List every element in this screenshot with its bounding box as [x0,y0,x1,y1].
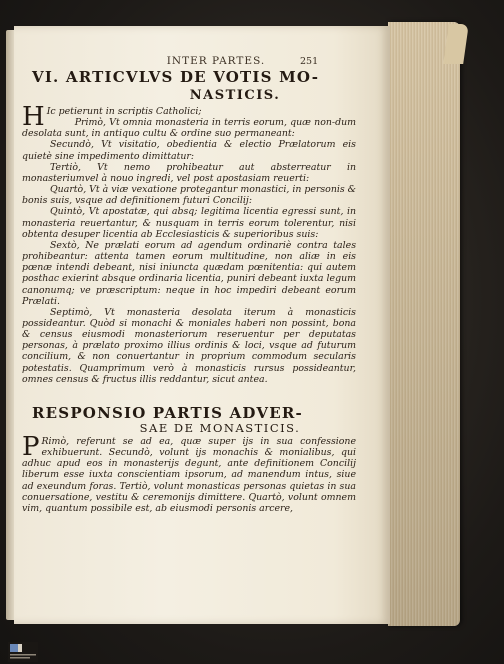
page-stack [388,22,460,626]
response-subtitle: SAE DE MONASTICIS. [139,421,301,435]
article-body [22,102,356,385]
paragraph-quarto: Quartò, Vt à viæ vexatione protegantur monastici, in personis & bonis suis, vsque ad definitionem futuri Concilij: [22,184,356,207]
drop-cap: P [22,432,40,462]
paragraph-tertio: Tertiò, Vt nemo prohibeatur aut absterreatur in monasteriumvel à nouo ingredi, vel post apostasiam reuerti: [22,161,356,184]
page-number: 251 [300,56,319,67]
drop-cap: H [22,102,45,132]
paragraph-septimo: Septimò, Vt monasteria desolata iterum à monasticis possideantur. Quòd si monachi & moniales haberi non possint, bona & census eiusmodi monasteriorum reseruentur per deputatas personas, à prælato proximo illius ordinis & loci, vsque ad futurum concilium, & non conuertantur in proprium commodum secularis potestatis. Quamprimum verò à monasticis rursus possideantur, omnes census & fructus illis reddantur, sicut antea. [22,306,356,385]
paragraph-quinto: Quintò, Vt apostatæ, qui absq; legitima licentia egressi sunt, in monasteria reuertantur, & nusquam in terris eorum tolerentur, nisi obtenta desuper licentia ab Ecclesiasticis & superioribus suis: [22,206,356,240]
paragraph-intro: H Ic petierunt in scriptis Catholici; [22,102,202,132]
library-logo-icon [8,642,38,662]
running-head: INTER PARTES. [166,55,266,67]
chapter-title-continued: NASTICIS. [189,88,281,103]
response-paragraph: P Rimò, referunt se ad ea, quæ super ijs in sua confessione exhibuerunt. Secundò, volunt ijs monachis & monialibus, qui adhuc apud eos in monasterijs degunt, ante definitionem Concilij liberum esse iuxta conscientiam ipsorum, ad manendum intus, siue ad exeundum foras. Tertiò, volunt monasticas personas quietas in sua conuersatione, vestitu & ceremonijs dimittere. Quartò, volunt omnem vim, quantum possibile est, ab eiusmodi personis arcere, [22,432,356,514]
paragraph-secundo: Secundò, Vt visitatio, obedientia & electio Prælatorum eis quietè sine impedimento dimittatur: [22,139,356,162]
paragraph-sexto: Sextò, Ne prælati eorum ad agendum ordinariè contra tales prohibeantur: attenta tamen eorum multitudine, non aliæ in eis pœnæ intendi debeant, nisi iniuncta quædam pœnitentia: qui autem posthac exierint absque ordinaria licentia, puniri debeant iuxta legum canonumq; ve præscriptum: neque in hoc impediri debeant eorum Prælati. [22,239,356,307]
paragraph-primo: Primò, Vt omnia monasteria in terris eorum, quæ non-dum desolata sunt, in antiquo cultu & ordine suo permaneant: [22,117,356,140]
chapter-title: VI. ARTICVLVS DE VOTIS MO- [32,68,320,86]
response-title: RESPONSIO PARTIS ADVER- [32,404,303,422]
response-body [22,432,356,514]
